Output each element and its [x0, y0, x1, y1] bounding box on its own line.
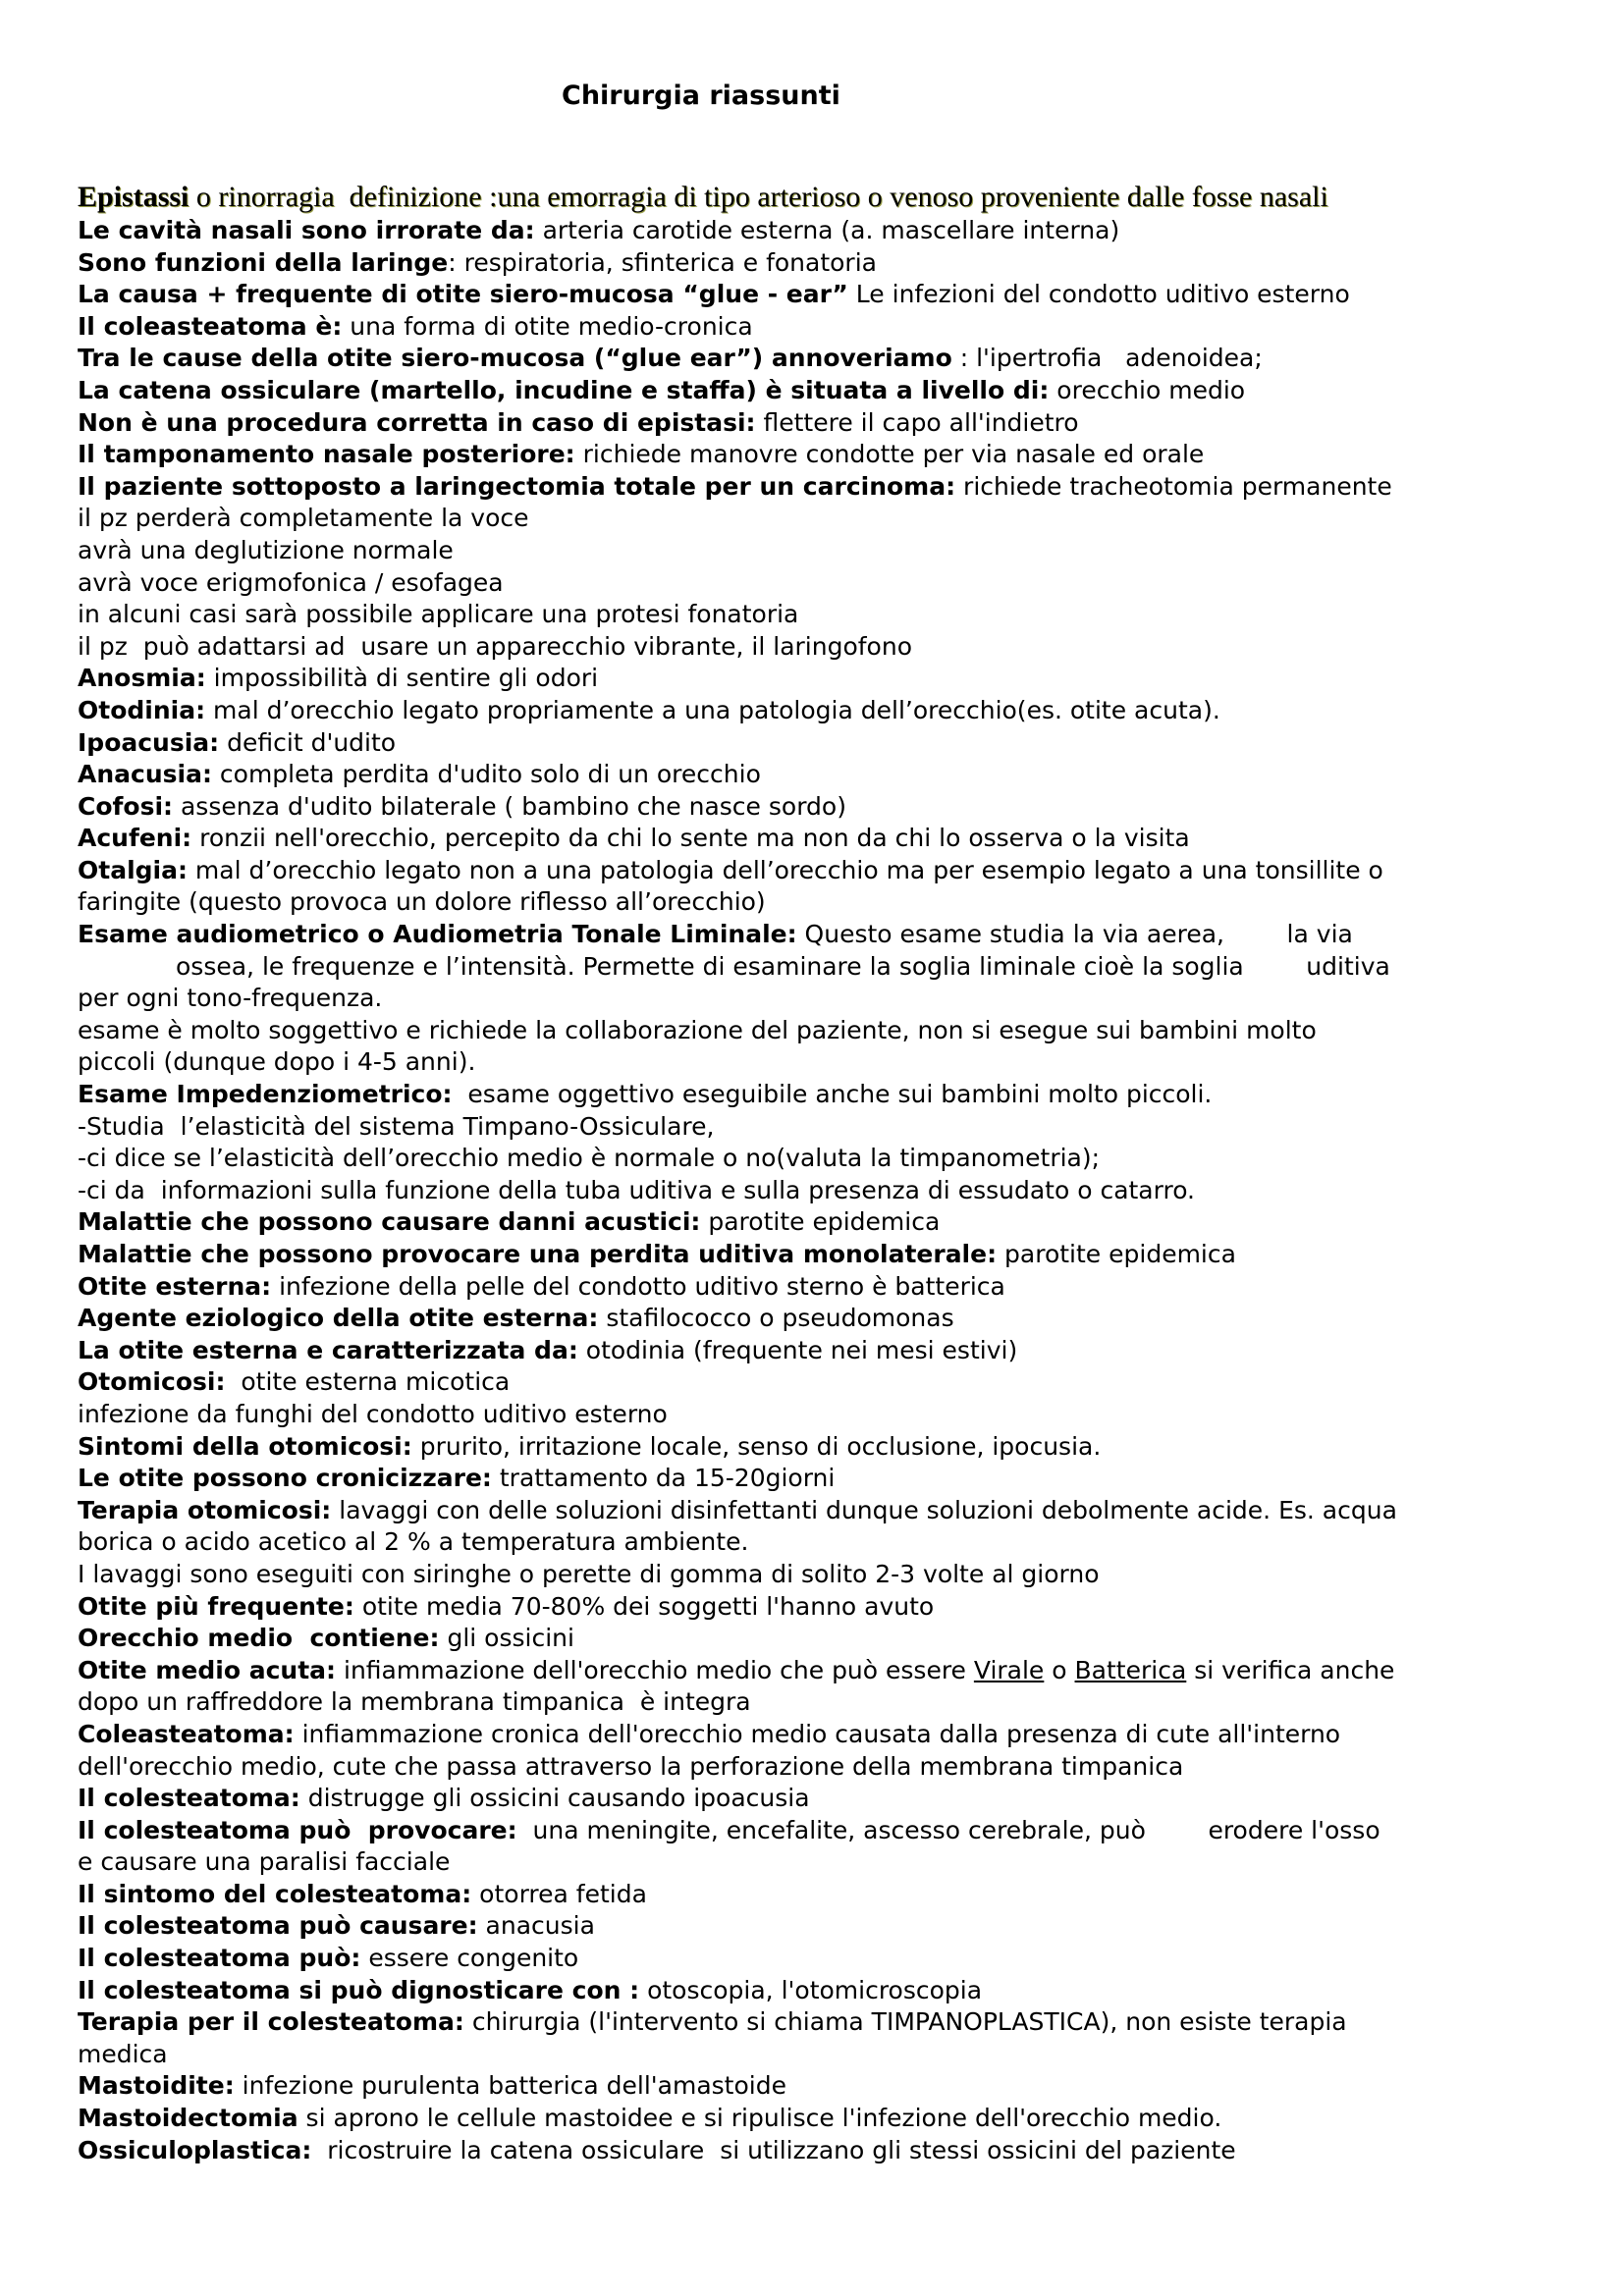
- text-fragment: esame oggettivo eseguibile anche sui bambini molto piccoli.: [452, 1080, 1213, 1109]
- text-fragment: otite media 70-80% dei soggetti l'hanno avuto: [353, 1591, 935, 1621]
- text-line: [78, 855, 1590, 887]
- text-fragment: per ogni tono-frequenza.: [78, 984, 383, 1013]
- text-fragment: o rinorragia definizione :una emorragia di tipo arterioso o venoso proveniente dalle fosse nasali: [195, 181, 1328, 213]
- text-line: [78, 1783, 1590, 1815]
- text-line: [78, 179, 1590, 215]
- text-line: [78, 279, 1590, 311]
- text-line: [78, 1686, 1590, 1719]
- term-label: Otodinia:: [78, 695, 206, 724]
- text-line: [78, 1303, 1590, 1335]
- text-line: [78, 1526, 1590, 1559]
- text-line: [78, 1015, 1590, 1047]
- text-line: [78, 1846, 1590, 1879]
- text-line: [78, 823, 1590, 855]
- document-title: Chirurgia riassunti: [562, 80, 840, 111]
- text-fragment: -Studia l’elasticità del sistema Timpano-Ossiculare,: [78, 1111, 715, 1141]
- text-fragment: anacusia: [477, 1911, 595, 1941]
- text-line: [78, 247, 1590, 280]
- text-line: [78, 1910, 1590, 1943]
- underlined-text: Virale: [973, 1655, 1045, 1684]
- term-label: Malattie che possono provocare una perdita uditiva monolaterale:: [78, 1240, 998, 1268]
- text-fragment: ricostruire la catena ossiculare si utilizzano gli stessi ossicini del paziente: [311, 2135, 1236, 2164]
- text-line: [78, 503, 1590, 535]
- term-label: Il colesteatoma si può dignosticare con :: [78, 1975, 640, 2004]
- text-line: [78, 2006, 1590, 2039]
- text-line: [78, 1495, 1590, 1527]
- term-label: Non è una procedura corretta in caso di epistasi:: [78, 407, 756, 437]
- term-label: Esame audiometrico o Audiometria Tonale Liminale:: [78, 920, 797, 949]
- term-label: Il colesteatoma:: [78, 1784, 300, 1813]
- text-line: [78, 1271, 1590, 1304]
- text-fragment: o: [1044, 1655, 1075, 1684]
- term-label: Cofosi:: [78, 791, 174, 821]
- text-fragment: borica o acido acetico al 2 % a temperatura ambiente.: [78, 1527, 749, 1557]
- text-fragment: esame è molto soggettivo e richiede la collaborazione del paziente, non si esegue sui bambini molto: [78, 1015, 1317, 1044]
- document-body: [78, 179, 1590, 2166]
- text-fragment: e causare una paralisi facciale: [78, 1847, 451, 1877]
- text-fragment: il pz può adattarsi ad usare un apparecchio vibrante, il laringofono: [78, 631, 912, 661]
- text-fragment: prurito, irritazione locale, senso di occlusione, ipocusia.: [411, 1431, 1102, 1461]
- term-label: Agente eziologico della otite esterna:: [78, 1304, 599, 1333]
- text-line: [78, 1655, 1590, 1687]
- term-label: La causa + frequente di otite siero-mucosa “glue - ear”: [78, 280, 848, 309]
- text-fragment: otoscopia, l'otomicroscopia: [639, 1975, 983, 2004]
- text-fragment: medica: [78, 2039, 168, 2068]
- text-line: [78, 1239, 1590, 1271]
- text-fragment: arteria carotide esterna (a. mascellare interna): [534, 216, 1120, 244]
- term-label: Terapia otomicosi:: [78, 1495, 332, 1524]
- text-line: [78, 1431, 1590, 1464]
- term-label: Anosmia:: [78, 664, 206, 693]
- text-line: [78, 791, 1590, 824]
- term-label: Otalgia:: [78, 855, 188, 884]
- text-line: [78, 1559, 1590, 1591]
- term-label: Il tamponamento nasale posteriore:: [78, 440, 575, 469]
- text-line: [78, 1175, 1590, 1207]
- term-label: Tra le cause della otite siero-mucosa (“glue ear”) annoveriamo: [78, 344, 952, 373]
- text-fragment: infezione da funghi del condotto uditivo esterno: [78, 1399, 668, 1428]
- text-fragment: si aprono le cellule mastoidee e si ripulisce l'infezione dell'orecchio medio.: [298, 2104, 1222, 2133]
- text-fragment: ossea, le frequenze e l’intensità. Permette di esaminare la soglia liminale cioè la soglia uditiva: [176, 951, 1390, 981]
- text-line: [78, 2039, 1590, 2071]
- term-label: Malattie che possono causare danni acustici:: [78, 1207, 701, 1237]
- text-fragment: piccoli (dunque dopo i 4-5 anni).: [78, 1047, 476, 1077]
- text-fragment: chirurgia (l'intervento si chiama TIMPANOPLASTICA), non esiste terapia: [463, 2007, 1347, 2037]
- text-line: [78, 663, 1590, 695]
- text-fragment: assenza d'udito bilaterale ( bambino che nasce sordo): [173, 791, 846, 821]
- text-fragment: essere congenito: [360, 1944, 579, 1973]
- text-fragment: infezione purulenta batterica dell'amastoide: [234, 2071, 786, 2101]
- text-fragment: si verifica anche: [1186, 1655, 1395, 1684]
- term-label: Ipoacusia:: [78, 727, 220, 757]
- term-label: Anacusia:: [78, 760, 212, 789]
- text-fragment: Questo esame studia la via aerea, la via: [796, 920, 1353, 949]
- text-line: [78, 1879, 1590, 1911]
- text-fragment: stafilococco o pseudomonas: [598, 1304, 954, 1333]
- text-line: [78, 1111, 1590, 1144]
- text-fragment: -ci dice se l’elasticità dell’orecchio medio è normale o no(valuta la timpanometria);: [78, 1144, 1101, 1173]
- text-line: [78, 2070, 1590, 2103]
- text-line: [78, 983, 1590, 1015]
- term-label: Mastoidite:: [78, 2071, 235, 2101]
- text-line: [78, 1623, 1590, 1655]
- text-fragment: in alcuni casi sarà possibile applicare una protesi fonatoria: [78, 600, 799, 629]
- text-line: [78, 567, 1590, 600]
- text-fragment: -ci da informazioni sulla funzione della tuba uditiva e sulla presenza di essudato o catarro.: [78, 1175, 1196, 1204]
- text-fragment: completa perdita d'udito solo di un orecchio: [211, 760, 761, 789]
- term-label: Il paziente sottoposto a laringectomia totale per un carcinoma:: [78, 471, 956, 501]
- text-line: [78, 1143, 1590, 1175]
- underlined-text: Batterica: [1074, 1655, 1187, 1684]
- text-line: [78, 886, 1590, 919]
- text-line: [78, 1719, 1590, 1751]
- text-fragment: impossibilità di sentire gli odori: [205, 664, 599, 693]
- text-line: [78, 2135, 1590, 2167]
- text-fragment: : respiratoria, sfinterica e fonatoria: [448, 247, 877, 277]
- text-line: [78, 407, 1590, 440]
- term-label: Ossiculoplastica:: [78, 2135, 312, 2164]
- term-label: Il colesteatoma può:: [78, 1944, 361, 1973]
- text-line: [78, 1335, 1590, 1367]
- text-line: [78, 1046, 1590, 1079]
- text-fragment: otorrea fetida: [471, 1879, 647, 1908]
- text-fragment: lavaggi con delle soluzioni disinfettanti dunque soluzioni debolmente acide. Es. acqua: [331, 1495, 1397, 1524]
- term-label: Otite medio acuta:: [78, 1655, 337, 1684]
- text-fragment: infiammazione cronica dell'orecchio medio causata dalla presenza di cute all'interno: [294, 1719, 1341, 1748]
- text-line: [78, 1366, 1590, 1399]
- text-fragment: distrugge gli ossicini causando ipoacusia: [299, 1784, 810, 1813]
- text-line: [78, 1591, 1590, 1624]
- text-line: [78, 439, 1590, 471]
- text-line: [78, 535, 1590, 567]
- term-label: Otite più frequente:: [78, 1591, 354, 1621]
- text-fragment: trattamento da 15-20giorni: [491, 1464, 836, 1493]
- text-fragment: deficit d'udito: [219, 727, 397, 757]
- term-label: Mastoidectomia: [78, 2104, 298, 2133]
- text-fragment: una forma di otite medio-cronica: [342, 311, 753, 341]
- text-fragment: infezione della pelle del condotto uditivo sterno è batterica: [271, 1271, 1005, 1301]
- text-line: [78, 1463, 1590, 1495]
- text-line: [78, 631, 1590, 664]
- text-fragment: parotite epidemica: [997, 1240, 1236, 1268]
- text-fragment: faringite (questo provoca un dolore riflesso all’orecchio): [78, 887, 766, 917]
- text-line: [78, 695, 1590, 727]
- text-line: [78, 1943, 1590, 1975]
- term-label: Il sintomo del colesteatoma:: [78, 1879, 472, 1908]
- term-label: Epistassi: [78, 181, 196, 213]
- text-line: [78, 599, 1590, 631]
- text-line: [78, 759, 1590, 791]
- term-label: Sono funzioni della laringe: [78, 247, 449, 277]
- text-line: [78, 951, 1590, 984]
- text-line: [78, 215, 1590, 247]
- text-fragment: otite esterna micotica: [225, 1367, 511, 1397]
- text-line: [78, 343, 1590, 375]
- text-fragment: parotite epidemica: [700, 1207, 941, 1237]
- term-label: Sintomi della otomicosi:: [78, 1431, 412, 1461]
- term-label: Esame Impedenziometrico:: [78, 1080, 453, 1109]
- text-line: [78, 311, 1590, 344]
- text-line: [78, 1399, 1590, 1431]
- text-line: [78, 1815, 1590, 1847]
- term-label: Coleasteatoma:: [78, 1719, 295, 1748]
- text-line: [78, 727, 1590, 760]
- text-fragment: una meningite, encefalite, ascesso cerebrale, può erodere l'osso: [516, 1815, 1380, 1844]
- text-fragment: mal d’orecchio legato non a una patologia dell’orecchio ma per esempio legato a una tonsillite o: [187, 855, 1383, 884]
- text-fragment: richiede manovre condotte per via nasale ed orale: [574, 440, 1205, 469]
- text-fragment: avrà voce erigmofonica / esofagea: [78, 567, 504, 597]
- text-fragment: I lavaggi sono eseguiti con siringhe o perette di gomma di solito 2-3 volte al giorno: [78, 1559, 1100, 1588]
- text-line: [78, 1079, 1590, 1111]
- term-label: Il colesteatoma può causare:: [78, 1911, 478, 1941]
- term-label: Terapia per il colesteatoma:: [78, 2007, 464, 2037]
- text-fragment: gli ossicini: [439, 1624, 574, 1653]
- text-fragment: infiammazione dell'orecchio medio che può essere: [336, 1655, 974, 1684]
- term-label: Le otite possono cronicizzare:: [78, 1464, 492, 1493]
- text-fragment: dell'orecchio medio, cute che passa attraverso la perforazione della membrana timpanica: [78, 1751, 1184, 1781]
- text-line: [78, 471, 1590, 504]
- text-line: [78, 1975, 1590, 2007]
- text-fragment: il pz perderà completamente la voce: [78, 504, 529, 533]
- text-line: [78, 919, 1590, 951]
- text-fragment: dopo un raffreddore la membrana timpanica è integra: [78, 1687, 751, 1717]
- text-fragment: flettere il capo all'indietro: [755, 407, 1079, 437]
- text-fragment: avrà una deglutizione normale: [78, 535, 454, 564]
- text-fragment: orecchio medio: [1049, 375, 1246, 404]
- text-fragment: Le infezioni del condotto uditivo esterno: [847, 280, 1350, 309]
- text-line: [78, 2103, 1590, 2135]
- text-fragment: otodinia (frequente nei mesi estivi): [577, 1335, 1018, 1364]
- text-line: [78, 375, 1590, 407]
- term-label: La otite esterna e caratterizzata da:: [78, 1335, 578, 1364]
- text-fragment: : l'ipertrofia adenoidea;: [951, 344, 1263, 373]
- term-label: Il colesteatoma può provocare:: [78, 1815, 517, 1844]
- term-label: Acufeni:: [78, 824, 192, 853]
- text-fragment: richiede tracheotomia permanente: [955, 471, 1392, 501]
- term-label: Le cavità nasali sono irrorate da:: [78, 216, 535, 244]
- term-label: Otomicosi:: [78, 1367, 226, 1397]
- text-fragment: ronzii nell'orecchio, percepito da chi lo sente ma non da chi lo osserva o la visita: [191, 824, 1190, 853]
- term-label: Orecchio medio contiene:: [78, 1624, 440, 1653]
- text-fragment: mal d’orecchio legato propriamente a una patologia dell’orecchio(es. otite acuta).: [205, 695, 1220, 724]
- term-label: Il coleasteatoma è:: [78, 311, 343, 341]
- term-label: Otite esterna:: [78, 1271, 272, 1301]
- text-line: [78, 1751, 1590, 1784]
- term-label: La catena ossiculare (martello, incudine e staffa) è situata a livello di:: [78, 375, 1050, 404]
- text-line: [78, 1206, 1590, 1239]
